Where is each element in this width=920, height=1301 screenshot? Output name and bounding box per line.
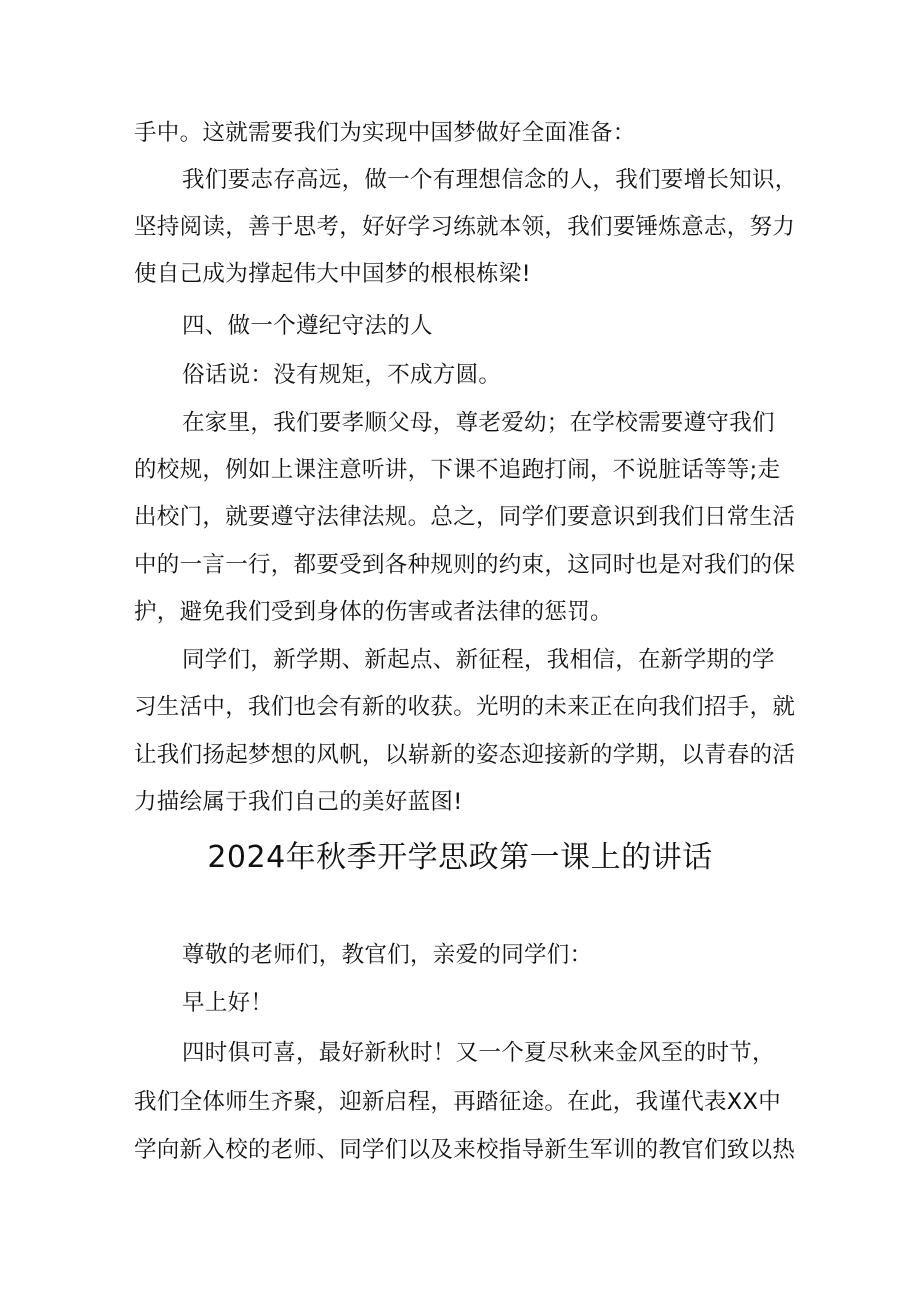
paragraph-line: 我们全体师生齐聚，迎新启程，再踏征途。在此，我谨代表XX中 — [134, 1089, 782, 1115]
paragraph-line: 出校门，就要遵守法律法规。总之，同学们要意识到我们日常生活 — [134, 504, 796, 530]
paragraph-line: 中的一言一行，都要受到各种规则的约束，这同时也是对我们的保 — [134, 552, 796, 578]
paragraph-line: 学向新入校的老师、同学们以及来校指导新生军训的教官们致以热 — [134, 1137, 796, 1163]
paragraph-line: 在家里，我们要孝顺父母，尊老爱幼；在学校需要遵守我们 — [182, 410, 775, 436]
paragraph-line: 坚持阅读，善于思考，好好学习练就本领，我们要锤炼意志，努力 — [134, 214, 796, 240]
paragraph-line: 四时俱可喜，最好新秋时！又一个夏尽秋来金风至的时节， — [182, 1040, 775, 1066]
paragraph-line: 同学们，新学期、新起点、新征程，我相信，在新学期的学 — [182, 647, 775, 673]
paragraph-line: 让我们扬起梦想的风帆，以崭新的姿态迎接新的学期，以青春的活 — [134, 742, 796, 768]
greeting: 早上好！ — [182, 990, 274, 1016]
paragraph-line: 力描绘属于我们自己的美好蓝图! — [134, 789, 463, 815]
section-heading: 四、做一个遵纪守法的人 — [182, 313, 433, 339]
paragraph-line: 的校规，例如上课注意听讲，下课不追跑打闹，不说脏话等等;走 — [134, 457, 781, 483]
paragraph-line: 我们要志存高远，做一个有理想信念的人，我们要增长知识， — [182, 167, 798, 193]
paragraph-line: 俗话说：没有规矩，不成方圆。 — [182, 362, 502, 388]
paragraph-line: 使自己成为撑起伟大中国梦的根根栋梁! — [134, 261, 531, 287]
salutation: 尊敬的老师们，教官们，亲爱的同学们： — [182, 942, 593, 968]
document-title: 2024年秋季开学思政第一课上的讲话 — [207, 840, 713, 875]
paragraph-line: 习生活中，我们也会有新的收获。光明的未来正在向我们招手，就 — [134, 694, 796, 720]
paragraph-line: 手中。这就需要我们为实现中国梦做好全面准备： — [134, 120, 636, 146]
paragraph-line: 护，避免我们受到身体的伤害或者法律的惩罚。 — [134, 599, 613, 625]
